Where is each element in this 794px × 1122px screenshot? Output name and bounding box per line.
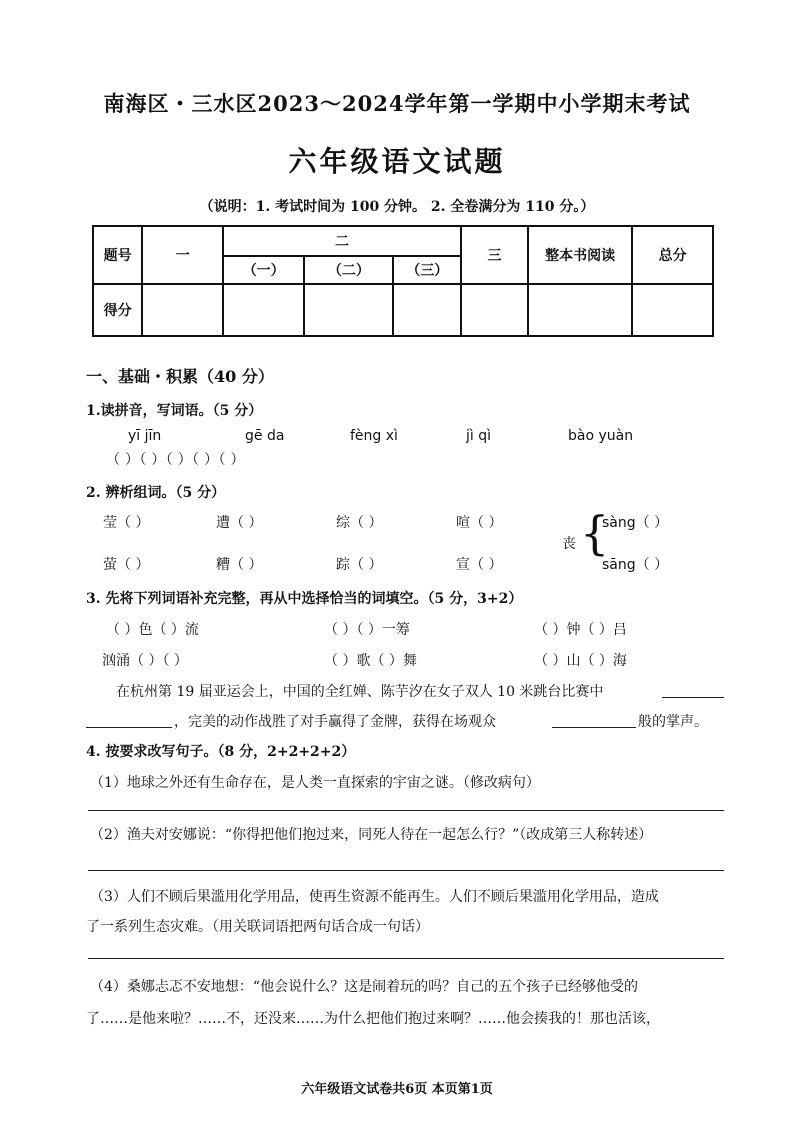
score-cell[interactable] [304,284,393,336]
score-cell[interactable] [223,284,304,336]
brace-icon: { [580,506,610,560]
polyphone-reading-sang1[interactable]: sāng（ ） [602,557,669,573]
question-1-label: 1.读拼音，写词语。（5 分） [86,403,263,419]
header-cell-part-2-sub-2: （二） [304,256,393,284]
score-table [92,225,714,337]
word-item[interactable]: 踪（ ） [336,557,383,573]
word-item[interactable]: 萤（ ） [103,557,150,573]
header-cell-part-2-sub-3: （三） [393,256,461,284]
header-cell-part-2-sub-1: （一） [223,256,304,284]
score-cell[interactable] [632,284,713,336]
pinyin-5: bào yuàn [568,428,634,444]
question-3-label: 3. 先将下列词语补充完整，再从中选择恰当的词填空。（5 分，3+2） [86,591,523,607]
section-heading: 一、基础・积累（40 分） [86,367,274,386]
idiom-item[interactable]: （ ）歌（ ）舞 [324,653,417,669]
answer-brackets[interactable]: （ ）（ ）（ ）（ ）（ ） [106,452,245,468]
sentence-4-line-1: （4）桑娜忐忑不安地想：“他会说什么？这是闹着玩的吗？自己的五个孩子已经够他受的 [90,979,639,995]
idiom-item[interactable]: 汹涌（ ）（ ） [102,653,188,669]
exam-instructions: （说明：1. 考试时间为 100 分钟。 2. 全卷满分为 110 分。） [199,199,595,215]
sentence-1: （1）地球之外还有生命存在，是人类一直探索的宇宙之谜。（修改病句） [90,775,540,791]
exam-title: 南海区・三水区2023～2024学年第一学期中小学期末考试 [103,91,691,116]
score-cell[interactable] [142,284,223,336]
idiom-item[interactable]: （ ）山（ ）海 [534,653,627,669]
fill-paragraph-line-2b: 般的掌声。 [638,714,708,730]
word-item[interactable]: 莹（ ） [103,515,150,531]
fill-blank-line[interactable] [86,727,172,728]
answer-line[interactable] [88,958,724,959]
row-label-score: 得分 [93,284,142,336]
header-cell-book-reading: 整本书阅读 [528,226,632,284]
sentence-3-line-2: 了一系列生态灾难。（用关联词语把两句话合成一句话） [86,919,429,935]
page-footer: 六年级语文试卷共6页 本页第1页 [301,1082,493,1097]
score-cell[interactable] [461,284,528,336]
fill-paragraph-line-2a: ，完美的动作战胜了对手赢得了金牌，获得在场观众 [174,714,496,730]
word-item[interactable]: 喧（ ） [456,515,503,531]
polyphone-char: 丧 [562,536,576,552]
fill-blank-line[interactable] [662,697,724,698]
header-cell-part-1: 一 [142,226,223,284]
exam-subtitle: 六年级语文试题 [288,145,506,178]
score-cell[interactable] [393,284,461,336]
word-item[interactable]: 遭（ ） [216,515,263,531]
header-cell-part-2: 二 [223,226,461,256]
answer-line[interactable] [88,870,724,871]
word-item[interactable]: 糟（ ） [216,557,263,573]
word-item[interactable]: 宣（ ） [456,557,503,573]
idiom-item[interactable]: （ ）色（ ）流 [106,622,199,638]
header-cell-total: 总分 [632,226,713,284]
question-4-label: 4. 按要求改写句子。（8 分，2+2+2+2） [86,744,356,760]
sentence-4-line-2: 了……是他来啦？……不，还没来……为什么把他们抱过来啊？……他会揍我的！那也活该， [86,1011,660,1027]
idiom-item[interactable]: （ ）（ ）一筹 [324,622,410,638]
header-cell-part-3: 三 [461,226,528,284]
header-cell-question-no: 题号 [93,226,142,284]
fill-paragraph-line-1: 在杭州第 19 届亚运会上，中国的全红婵、陈芋汐在女子双人 10 米跳台比赛中 [116,684,604,700]
word-item[interactable]: 综（ ） [336,515,383,531]
question-2-label: 2. 辨析组词。（5 分） [86,485,226,501]
score-cell[interactable] [528,284,632,336]
pinyin-3: fèng xì [350,428,398,444]
polyphone-reading-sang4[interactable]: sàng（ ） [602,515,669,531]
pinyin-2: gē da [245,428,285,444]
answer-line[interactable] [88,810,724,811]
sentence-3-line-1: （3）人们不顾后果滥用化学用品，使再生资源不能再生。人们不顾后果滥用化学用品，造成 [90,889,659,905]
pinyin-4: jì qì [466,428,492,444]
fill-blank-line[interactable] [552,727,636,728]
idiom-item[interactable]: （ ）钟（ ）吕 [534,622,627,638]
sentence-2: （2）渔夫对安娜说：“你得把他们抱过来，同死人待在一起怎么行？”（改成第三人称转述） [90,827,653,843]
pinyin-1: yī jīn [128,428,162,444]
